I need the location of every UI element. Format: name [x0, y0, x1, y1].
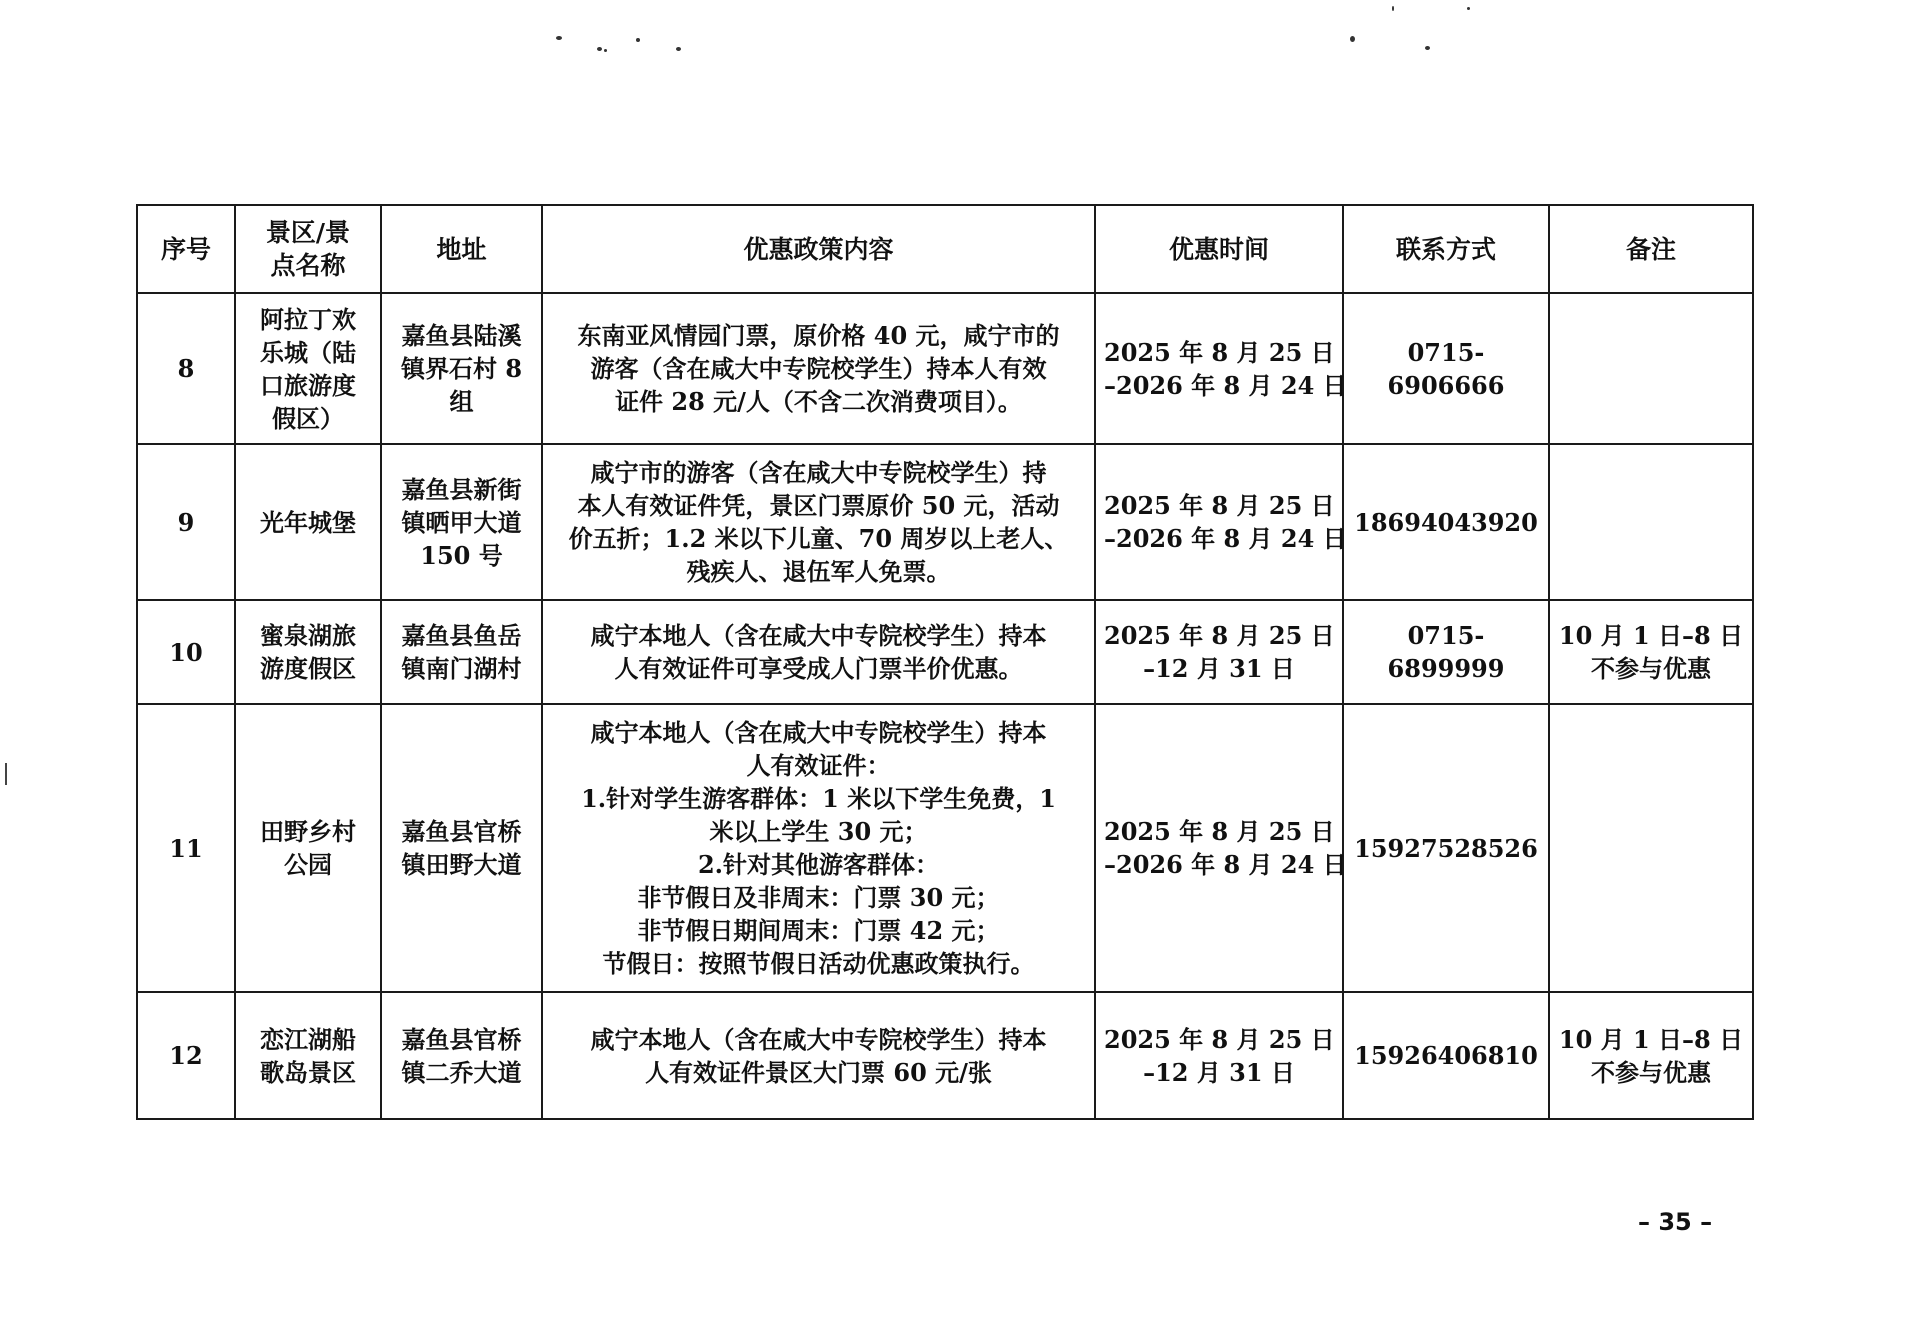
row-address: 嘉鱼县官桥 镇二乔大道: [381, 992, 542, 1119]
row-contact: 15926406810: [1343, 992, 1549, 1119]
row-policy: 东南亚风情园门票，原价格 40 元，咸宁市的 游客（含在咸大中专院校学生）持本人有效 证件 28 元/人（不含二次消费项目）。: [542, 293, 1095, 444]
row-period: 2025 年 8 月 25 日 –2026 年 8 月 24 日: [1095, 444, 1343, 600]
page-number: – 35 –: [1638, 1208, 1713, 1236]
row-contact: 15927528526: [1343, 704, 1549, 992]
row-period: 2025 年 8 月 25 日 –12 月 31 日: [1095, 600, 1343, 704]
row-period: 2025 年 8 月 25 日 –12 月 31 日: [1095, 992, 1343, 1119]
row-name: 蜜泉湖旅 游度假区: [235, 600, 381, 704]
header-name: 景区/景 点名称: [235, 205, 381, 293]
row-name: 阿拉丁欢 乐城（陆 口旅游度 假区）: [235, 293, 381, 444]
row-note: [1549, 444, 1753, 600]
row-contact: 18694043920: [1343, 444, 1549, 600]
margin-mark: [5, 763, 7, 785]
header-period: 优惠时间: [1095, 205, 1343, 293]
row-address: 嘉鱼县新街 镇晒甲大道 150 号: [381, 444, 542, 600]
row-seq: 11: [137, 704, 235, 992]
row-address: 嘉鱼县鱼岳 镇南门湖村: [381, 600, 542, 704]
row-period: 2025 年 8 月 25 日 –2026 年 8 月 24 日: [1095, 293, 1343, 444]
row-note: 10 月 1 日–8 日 不参与优惠: [1549, 600, 1753, 704]
header-seq: 序号: [137, 205, 235, 293]
row-seq: 9: [137, 444, 235, 600]
table-row: [137, 293, 1753, 444]
row-note: [1549, 293, 1753, 444]
header-policy: 优惠政策内容: [542, 205, 1095, 293]
row-policy: 咸宁本地人（含在咸大中专院校学生）持本 人有效证件可享受成人门票半价优惠。: [542, 600, 1095, 704]
row-name: 光年城堡: [235, 444, 381, 600]
header-address: 地址: [381, 205, 542, 293]
header-contact: 联系方式: [1343, 205, 1549, 293]
table-row: [137, 600, 1753, 704]
row-seq: 12: [137, 992, 235, 1119]
header-note: 备注: [1549, 205, 1753, 293]
row-name: 恋江湖船 歌岛景区: [235, 992, 381, 1119]
row-contact: 0715-6906666: [1343, 293, 1549, 444]
row-period: 2025 年 8 月 25 日 –2026 年 8 月 24 日: [1095, 704, 1343, 992]
row-name: 田野乡村 公园: [235, 704, 381, 992]
table-row: [137, 992, 1753, 1119]
table-row: [137, 704, 1753, 992]
row-seq: 8: [137, 293, 235, 444]
table-row: [137, 444, 1753, 600]
row-address: 嘉鱼县官桥 镇田野大道: [381, 704, 542, 992]
row-policy: 咸宁本地人（含在咸大中专院校学生）持本 人有效证件： 1.针对学生游客群体：1 米以下学生免费，1 米以上学生 30 元； 2.针对其他游客群体： 非节假日及非周末：门票 30 元； 非节假日期间周末：门票 42 元； 节假日：按照节假日活动优惠政策执行。: [542, 704, 1095, 992]
row-note: [1549, 704, 1753, 992]
row-policy: 咸宁本地人（含在咸大中专院校学生）持本 人有效证件景区大门票 60 元/张: [542, 992, 1095, 1119]
discount-policy-table: [136, 204, 1754, 1120]
row-seq: 10: [137, 600, 235, 704]
row-note: 10 月 1 日–8 日 不参与优惠: [1549, 992, 1753, 1119]
row-contact: 0715-6899999: [1343, 600, 1549, 704]
row-policy: 咸宁市的游客（含在咸大中专院校学生）持 本人有效证件凭，景区门票原价 50 元，活动 价五折；1.2 米以下儿童、70 周岁以上老人、 残疾人、退伍军人免票。: [542, 444, 1095, 600]
row-address: 嘉鱼县陆溪 镇界石村 8 组: [381, 293, 542, 444]
header-row: [137, 205, 1753, 293]
